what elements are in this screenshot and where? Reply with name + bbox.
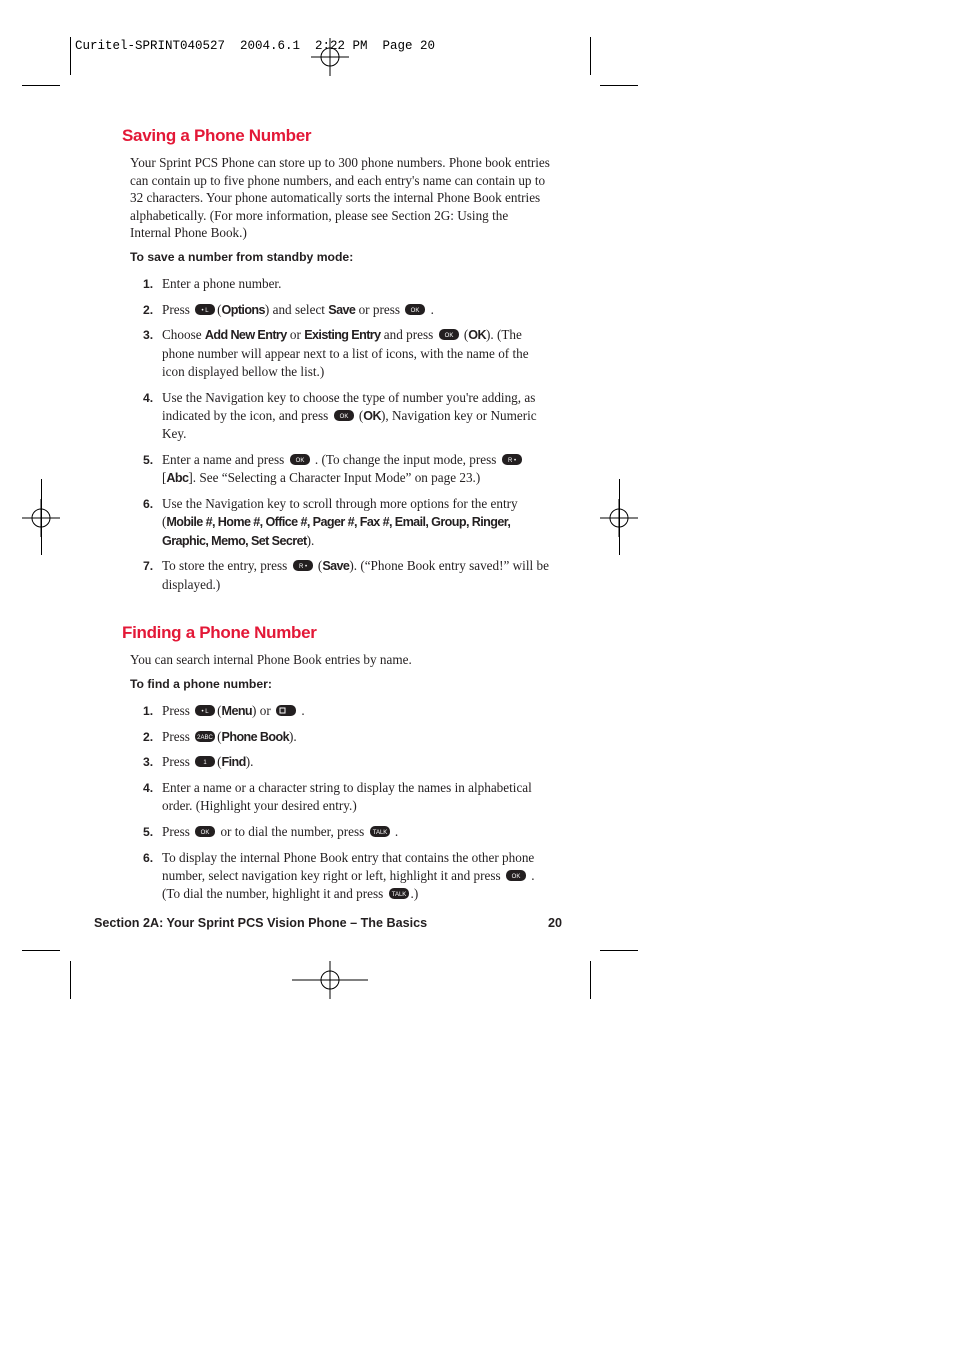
menu-key-icon	[276, 705, 296, 716]
svg-text:OK: OK	[410, 307, 420, 314]
svg-text:2ABC: 2ABC	[197, 734, 213, 741]
two-key-icon	[195, 731, 215, 742]
list-item: 6. Use the Navigation key to scroll through more options for the entry (Mobile #, Home #, Office #, Pager #, Fax #, Email, Group, Ringer, Graphic, Memo, Set Secret).	[143, 495, 518, 548]
svg-text:OK: OK	[295, 457, 304, 464]
svg-text:TALK: TALK	[391, 892, 406, 899]
svg-text:OK: OK	[339, 413, 348, 420]
procedure-subheading: To save a number from standby mode:	[130, 250, 354, 264]
svg-text:R •: R •	[298, 564, 307, 571]
intro-paragraph: You can search internal Phone Book entries by name.	[130, 652, 412, 667]
ok-key-icon	[405, 304, 425, 315]
crop-mark-tl-v	[70, 37, 71, 75]
find-steps-list	[130, 702, 550, 911]
procedure-subheading: To find a phone number:	[130, 677, 272, 691]
svg-text:OK: OK	[511, 874, 521, 881]
crop-mark-br-h	[600, 950, 638, 951]
list-item: 2. Press • L (Options) and select Save or press OK .	[143, 301, 434, 317]
one-key-icon	[195, 756, 215, 767]
right-softkey-icon	[502, 454, 522, 465]
list-item: 6. To display the internal Phone Book entry that contains the other phone number, select navigation key right or left, highlight it and press OK . (To dial the number, highlight it and press TALK .)	[143, 849, 535, 902]
list-item: 3. Choose Add New Entry or Existing Entry and press OK (OK). (The phone number will appear next to a list of icons, with the name of the icon displayed bellow the list.)	[143, 327, 529, 379]
section-title: Saving a Phone Number	[122, 126, 312, 145]
ok-key-icon	[439, 329, 459, 340]
save-steps-list	[130, 275, 550, 601]
list-item: 5. Enter a name and press OK . (To change the input mode, press R • [Abc]. See “Selecting a Character Input Mode” on page 23.)	[130, 451, 550, 488]
registration-mark-icon	[311, 38, 349, 76]
svg-text:OK: OK	[444, 333, 453, 340]
talk-key-icon	[370, 826, 390, 837]
printer-slug: Curitel-SPRINT040527 2004.6.1 2:22 PM Page 20	[75, 39, 436, 53]
left-softkey-icon	[195, 705, 215, 716]
list-item: 1. Enter a phone number.	[143, 276, 282, 291]
svg-text:• L: • L	[201, 307, 209, 314]
registration-mark-icon	[292, 961, 368, 999]
svg-text:R •: R •	[507, 457, 516, 464]
page-number: 20	[548, 916, 563, 930]
ok-key-icon	[195, 826, 215, 837]
crop-mark-bl-v	[70, 961, 71, 999]
list-item: 4. Use the Navigation key to choose the type of number you're adding, as indicated by the icon, and press OK (OK), Navigation key or Numeric Key.	[143, 389, 537, 442]
registration-mark-icon	[600, 499, 638, 537]
registration-mark-icon	[22, 499, 60, 537]
list-item: 4. Enter a name or a character string to display the names in alphabetical order. (Highlight your desired entry.)	[143, 780, 532, 814]
crop-mark-br-v	[590, 961, 591, 999]
ok-key-icon	[506, 870, 526, 881]
section-title: Finding a Phone Number	[122, 623, 317, 642]
list-item: 5. Press OK or to dial the number, press TALK .	[143, 824, 399, 840]
crop-mark-bl-h	[22, 950, 60, 951]
ok-key-icon	[290, 454, 310, 465]
svg-text:• L: • L	[201, 709, 209, 715]
talk-key-icon	[389, 888, 409, 899]
left-softkey-icon	[195, 304, 215, 315]
list-item: 2. Press 2ABC (Phone Book).	[143, 728, 297, 744]
ok-key-icon	[334, 410, 354, 421]
crop-mark-tr-h	[600, 85, 638, 86]
intro-paragraph: Your Sprint PCS Phone can store up to 300 phone numbers. Phone book entries can contain up to five phone numbers, and each entry's name can contain up to 32 characters. Your phone automatically sorts the internal Phone Book entries alphabetically. (For more information, please see Section 2G: Using the Internal Phone Book.)	[130, 155, 550, 240]
list-item: 7. To store the entry, press R • (Save). (“Phone Book entry saved!” will be displayed.)	[143, 558, 549, 592]
crop-mark-tr-v	[590, 37, 591, 75]
svg-text:OK: OK	[200, 830, 210, 837]
list-item: 1. Press • L (Menu) or .	[143, 703, 305, 718]
crop-mark-tl-h	[22, 85, 60, 86]
right-softkey-icon	[293, 560, 313, 571]
list-item: 3. Press 1 (Find).	[143, 754, 254, 770]
svg-text:1: 1	[203, 760, 207, 767]
svg-text:TALK: TALK	[372, 830, 387, 837]
running-footer: Section 2A: Your Sprint PCS Vision Phone – The Basics	[94, 916, 428, 930]
